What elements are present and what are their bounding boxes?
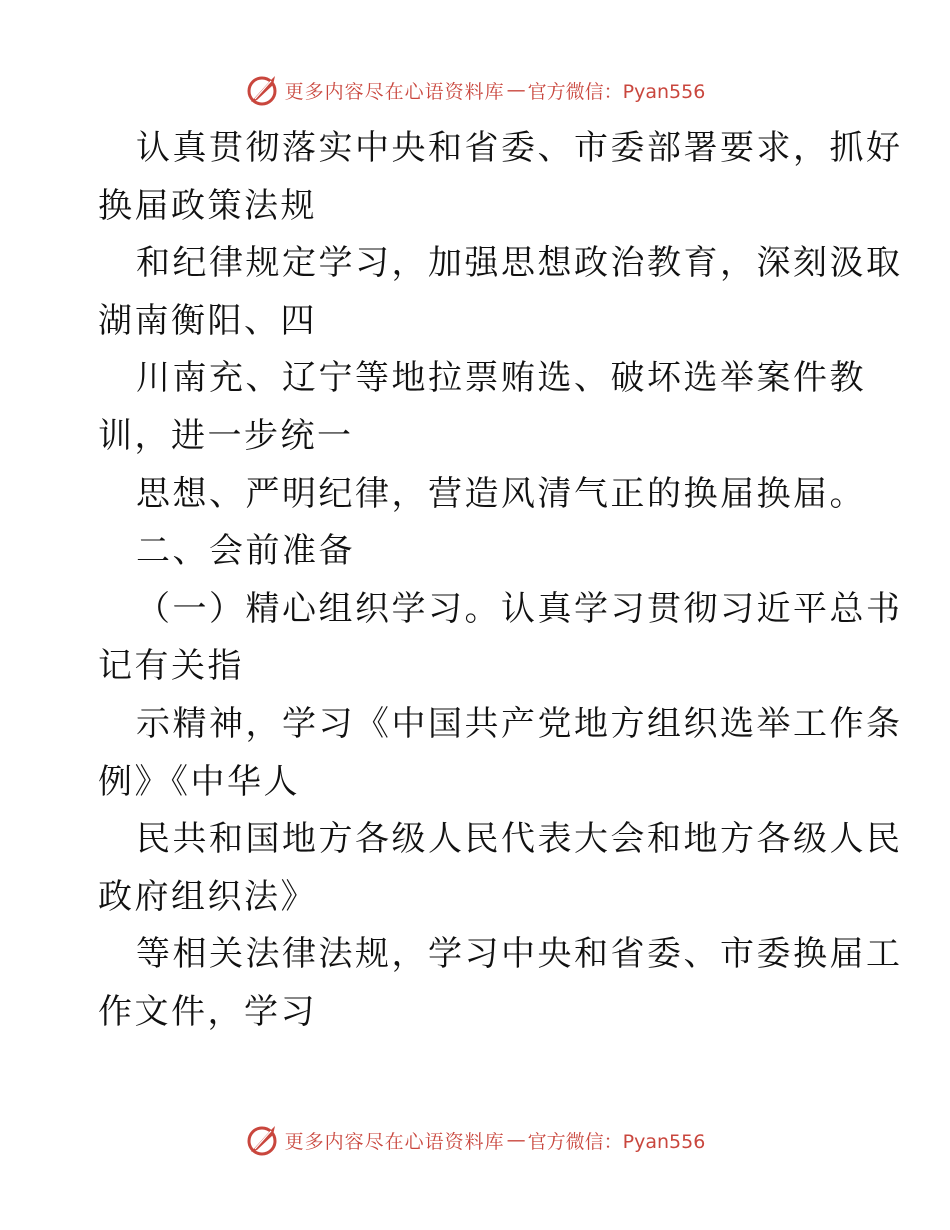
quill-pen-logo-icon <box>245 1122 281 1158</box>
quill-pen-logo-icon <box>245 72 281 108</box>
body-line: 换届政策法规 <box>98 185 317 226</box>
body-line: 示精神，学习《中国共产党地方组织选举工作条 <box>136 703 903 744</box>
header-account-text: 官方微信：Pyan556 <box>527 80 706 103</box>
section-heading: 二、会前准备 <box>136 531 355 572</box>
header-watermark <box>0 70 950 110</box>
body-line: 思想、严明纪律，营造风清气正的换届换届。 <box>136 473 866 514</box>
footer-watermark <box>0 1120 950 1160</box>
body-line: 等相关法律法规，学习中央和省委、市委换届工 <box>136 934 903 975</box>
header-brand-text: 更多内容尽在心语资料库 <box>284 80 505 103</box>
body-line: 政府组织法》 <box>98 876 317 917</box>
footer-brand-text: 更多内容尽在心语资料库 <box>284 1130 505 1153</box>
body-line: 作文件，学习 <box>98 991 317 1032</box>
header-separator: — <box>506 79 526 101</box>
body-line: 训，进一步统一 <box>98 415 354 456</box>
document-body <box>98 120 903 1042</box>
footer-separator: — <box>506 1129 526 1151</box>
body-line: （一）精心组织学习。认真学习贯彻习近平总书 <box>136 588 903 629</box>
body-line: 民共和国地方各级人民代表大会和地方各级人民 <box>136 819 903 860</box>
footer-account-text: 官方微信：Pyan556 <box>527 1130 706 1153</box>
body-line: 认真贯彻落实中央和省委、市委部署要求，抓好 <box>136 128 903 168</box>
body-line: 和纪律规定学习，加强思想政治教育，深刻汲取 <box>136 243 903 284</box>
body-line: 记有关指 <box>98 646 244 687</box>
body-line: 例》《中华人 <box>98 761 300 802</box>
body-line: 湖南衡阳、四 <box>98 300 317 341</box>
body-line: 川南充、辽宁等地拉票贿选、破坏选举案件教 <box>136 358 866 399</box>
